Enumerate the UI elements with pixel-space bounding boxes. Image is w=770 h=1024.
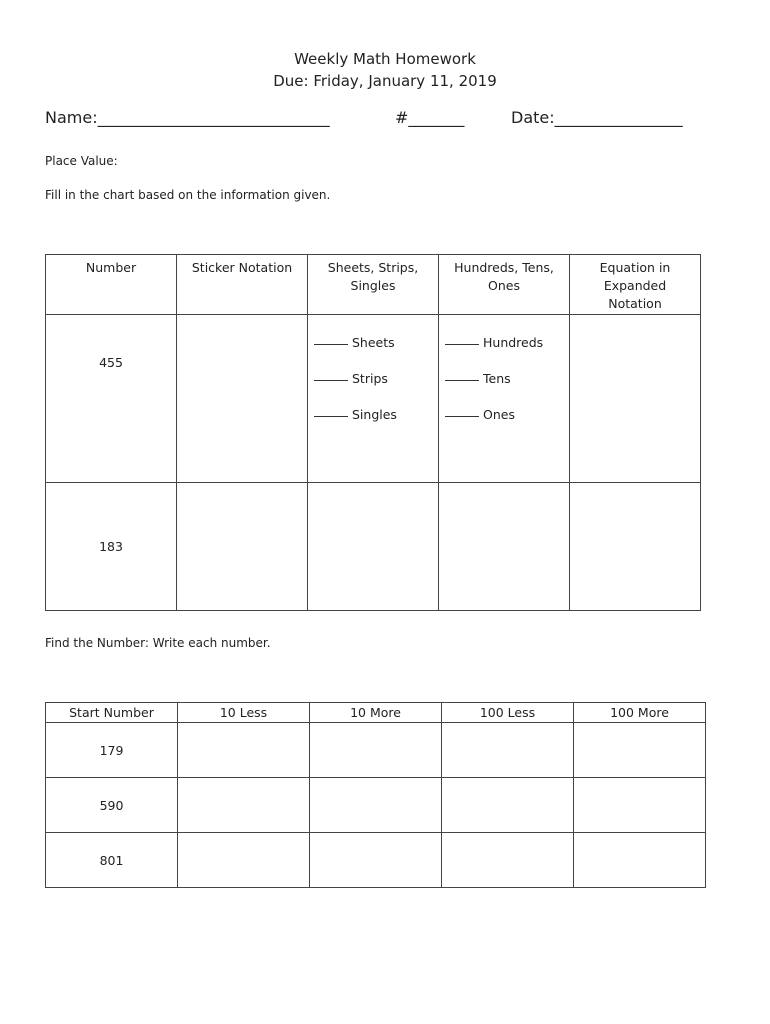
- answer-blank[interactable]: [314, 416, 348, 417]
- column-header: Hundreds, Tens, Ones: [439, 255, 570, 315]
- column-header: 10 More: [310, 703, 442, 723]
- answer-cell[interactable]: [178, 833, 310, 888]
- answer-cell[interactable]: [439, 483, 570, 611]
- answer-cell[interactable]: [570, 315, 701, 483]
- answer-cell[interactable]: [177, 315, 308, 483]
- table-row: [46, 833, 706, 888]
- column-header: Sheets, Strips, Singles: [308, 255, 439, 315]
- answer-cell[interactable]: [178, 778, 310, 833]
- answer-cell[interactable]: [570, 483, 701, 611]
- start-number-cell: 801: [46, 833, 178, 888]
- answer-cell[interactable]: [442, 833, 574, 888]
- sheets-label: Sheets: [352, 335, 395, 350]
- column-header: Number: [46, 255, 177, 315]
- answer-cell[interactable]: [574, 833, 706, 888]
- column-header: Sticker Notation: [177, 255, 308, 315]
- student-number-field[interactable]: #_______: [395, 108, 465, 127]
- answer-cell[interactable]: [442, 723, 574, 778]
- date-field[interactable]: Date:________________: [511, 108, 683, 127]
- answer-cell[interactable]: [574, 723, 706, 778]
- answer-blank[interactable]: [445, 416, 479, 417]
- place-value-table: [45, 254, 701, 611]
- find-the-number-table: [45, 702, 706, 888]
- answer-cell[interactable]: [310, 723, 442, 778]
- hundreds-label: Hundreds: [483, 335, 544, 350]
- strips-label: Strips: [352, 371, 388, 386]
- number-cell: 183: [46, 483, 177, 611]
- answer-cell[interactable]: [442, 778, 574, 833]
- table-row: [46, 315, 701, 483]
- section-title: Place Value:: [45, 154, 118, 168]
- name-field[interactable]: Name:_____________________________: [45, 108, 330, 127]
- due-date: Due: Friday, January 11, 2019: [273, 72, 497, 90]
- column-header: 100 Less: [442, 703, 574, 723]
- column-header: Start Number: [46, 703, 178, 723]
- column-header: Equation in Expanded Notation: [570, 255, 701, 315]
- answer-blank[interactable]: [445, 380, 479, 381]
- answer-blank[interactable]: [445, 344, 479, 345]
- answer-blank[interactable]: [314, 344, 348, 345]
- start-number-cell: 590: [46, 778, 178, 833]
- singles-label: Singles: [352, 407, 397, 422]
- hundreds-tens-ones-cell[interactable]: [439, 315, 570, 483]
- table-row: [46, 483, 701, 611]
- answer-cell[interactable]: [177, 483, 308, 611]
- column-header: 100 More: [574, 703, 706, 723]
- answer-cell[interactable]: [574, 778, 706, 833]
- answer-cell[interactable]: [178, 723, 310, 778]
- start-number-cell: 179: [46, 723, 178, 778]
- find-number-instruction: Find the Number: Write each number.: [45, 636, 271, 650]
- answer-cell[interactable]: [308, 483, 439, 611]
- answer-blank[interactable]: [314, 380, 348, 381]
- instruction-text: Fill in the chart based on the information given.: [45, 188, 331, 202]
- ones-label: Ones: [483, 407, 515, 422]
- answer-cell[interactable]: [310, 778, 442, 833]
- number-cell: 455: [46, 315, 177, 483]
- table-row: [46, 778, 706, 833]
- answer-cell[interactable]: [310, 833, 442, 888]
- column-header: 10 Less: [178, 703, 310, 723]
- worksheet-title: Weekly Math Homework: [294, 50, 476, 68]
- sheets-strips-singles-cell[interactable]: [308, 315, 439, 483]
- table-row: [46, 723, 706, 778]
- tens-label: Tens: [483, 371, 511, 386]
